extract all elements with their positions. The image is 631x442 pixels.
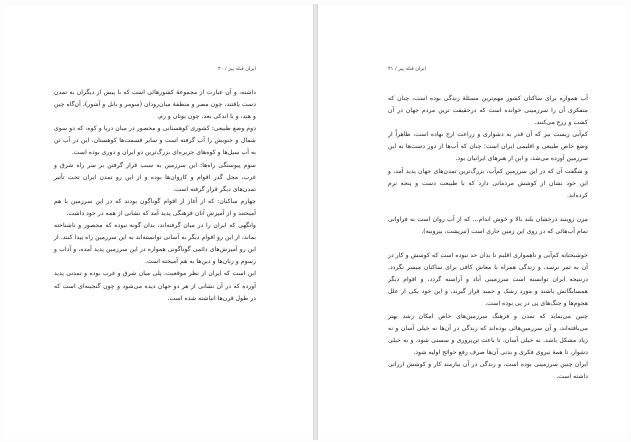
left-paragraph: این است که ایران از نظر موقعیت، پلی میان شرق و غرب بوده و تمدنی پدید آورده که در آن نشانی از هر دو جهان دیده می‌شود و چون گنجینه‌ای است که در طول قرن‌ها انباشته شده است.	[54, 270, 256, 302]
left-paragraph: دوم وضع طبیعی: کشوری کوهستانی و محصور در میان دریا و کوه، که دو سوی شمال و جنوبش را آب گرفته است و سایر قسمت‌ها کوهستان. این در آب تن به آب سیل‌ها و کوه‌های جزیره‌ای بزرگ‌ترین دو ایران و دوری بوده است.	[54, 125, 256, 157]
left-page-body	[54, 87, 256, 305]
right-paragraph: کم‌آبی زیست نیز که آن قدر به دشواری و زراعت ارج نهاده است، ظاهراً از وضع خاص طبیعی و اقلیمی ایران است؛ چنان که آب‌ها از دور دست‌ها به این سرزمین آورده می‌شد، و این از هنرهای ایرانیان بود.	[388, 131, 588, 163]
left-page	[4, 6, 313, 438]
right-page-body	[388, 93, 588, 383]
right-paragraph: چنین می‌نماید که تمدن و فرهنگ سرزمین‌های خاص امکان رشد بهتر می‌یافته‌اند، و آن سرزمین‌هائی بوده‌اند که زندگی در آن‌ها نه خیلی آسان و نه زیاد مشکل باشد. نه خیلی آسان، تا باعث تن‌پروری و سستی شود، و نه خیلی دشوار، تا همهٔ نیروی فکری و بدنی آن‌ها صرف رفع حوائج اولیه شود.	[388, 312, 588, 356]
left-paragraph: چهارم ساکنان: که از آغاز از اقوام گوناگون بودند که در این سرزمین با هم آمیختند و از آمیزش آنان فرهنگی پدید آمد که نشانی از همه در خود داشت.	[54, 197, 256, 217]
right-running-head: ایران قبله پیر / ۴۱	[388, 66, 426, 72]
left-paragraph: وانگهی که ایران را در میان گرفته‌اند، بدان گونه نبوده که محصور و ناشناخته بماند، از این رو اقوام دیگر به آسانی توانسته‌اند به این سرزمین راه پیدا کنند. از این رو آمیزش‌های دائمی گوناگونی همواره در این سرزمین پدید آمده، و آداب و رسوم و زبان‌ها و دین‌ها به هم آمیخته است.	[54, 222, 256, 266]
left-paragraph: سوم پیوستگی راه‌ها: این سرزمین به سبب قرار گرفتن بر سر راه شرق و غرب، محل گذر اقوام و کاروان‌ها بوده و از این رو تمدن ایران تحت تأثیر تمدن‌های دیگر قرار گرفته است.	[54, 161, 256, 193]
right-paragraph: ایران چنین سرزمینی بوده است، و زندگی در آن نیازمند کار و کوشش ارزانی داشته است.	[388, 360, 588, 380]
left-paragraph: داشته، و آن عبارت از مجموعهٔ کشورهائی است که با پیش از دیگران به تمدن دست یافتند، چون مصر و منطقهٔ میان‌رودان (سومر و بابل و آشور)، آن‌گاه چین و هند، و با اندکی بعد، چون یونان و رم.	[54, 89, 256, 121]
right-page	[318, 6, 627, 438]
right-paragraph: خوشبختانه کم‌آبی و ناهمواری اقلیم تا بدان حد نبوده است که کوشش و کار در آن به ثمر نرسد، و زندگی همراه با معاش کافی برای ساکنان میسر نگردد. درنتیجه ایران توانسته است سرزمینی آباد و آراسته گردد، و اقوام دیگر همسایگانش باشند و مورد رشک و حسد قرار گیرند، و این خود یکی از علل هجوم‌ها و جنگ‌های پی در پی بوده است.	[388, 252, 588, 308]
right-paragraph: آب همواره برای ساکنان کشور مهم‌ترین مسئلهٔ زندگی بوده است، چنان که متفکری آن را سرزمینی خوانده است که درحقیقت ترین مردم جهان در آن کشت و زرع می‌کنند.	[388, 95, 588, 127]
right-paragraph: و شگفت آن که در این سرزمین کم‌آب، بزرگ‌ترین تمدن‌های جهان پدید آمد، و این خود نشان از کوشش مردمانی دارد که با طبیعت دست و پنجه نرم کرده‌اند.	[388, 167, 588, 199]
right-quote-paragraph: مزن زوینند درخشان بلند بالا و خوش اندام... که از آب روان است به فراوانی تمام آب‌هائی که در روی این زمین جاری است (تیریشت، بیرونیه).	[388, 215, 588, 235]
left-running-head: ۴۰ / ایران قبله پیر	[218, 66, 256, 72]
